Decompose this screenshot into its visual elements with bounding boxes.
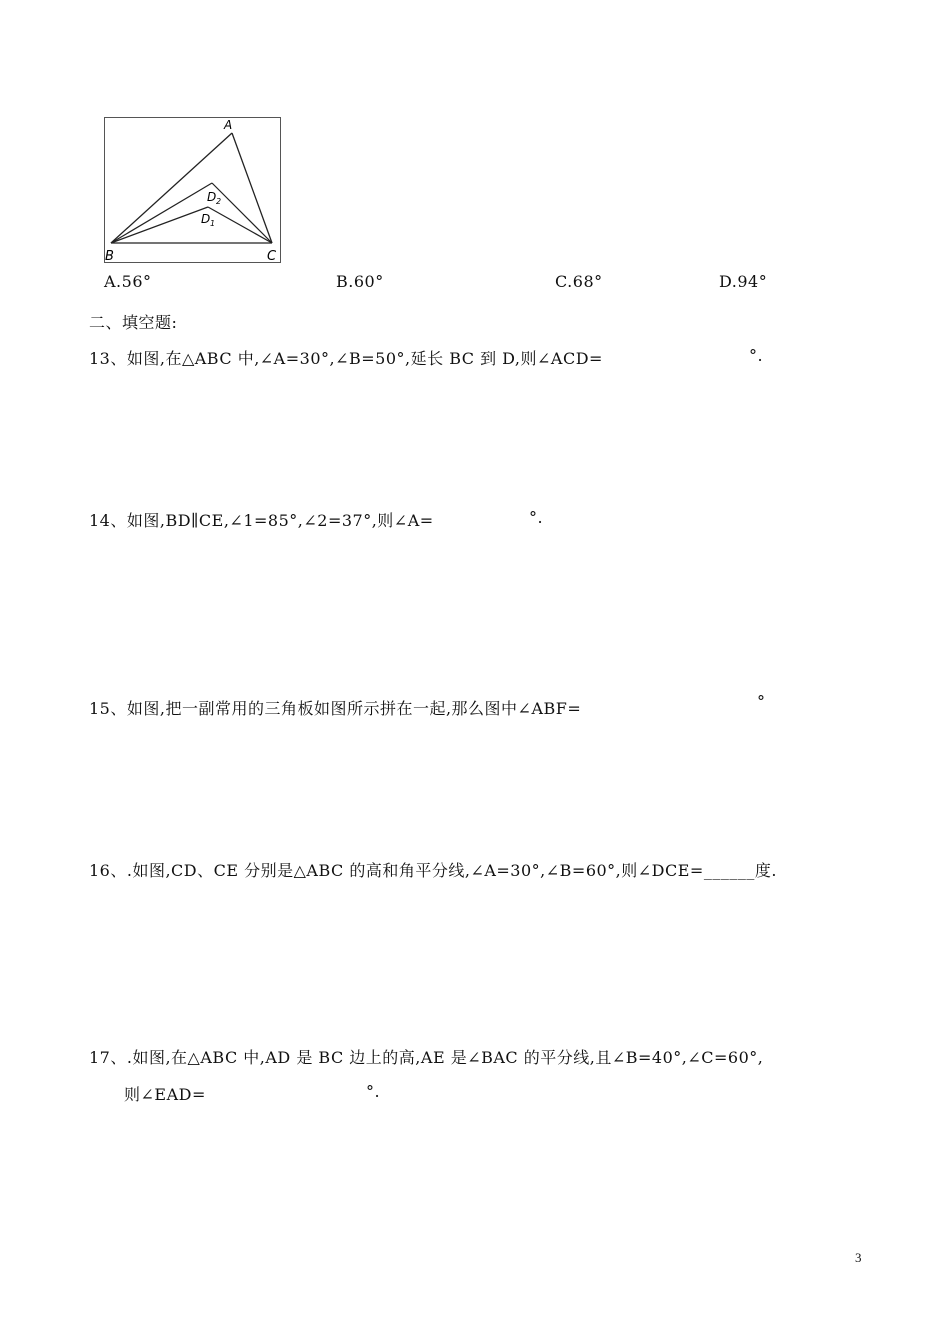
- label-C: C: [267, 249, 277, 263]
- label-D1: D: [201, 212, 211, 226]
- choice-a: A.56°: [104, 272, 152, 291]
- label-D1-sub: 1: [210, 219, 216, 228]
- triangle-figure: [104, 117, 281, 263]
- choice-b: B.60°: [336, 272, 384, 291]
- question-14-tail: °.: [529, 508, 544, 527]
- question-15-tail: °: [757, 692, 766, 711]
- question-14: 14、如图,BD∥CE,∠1=85°,∠2=37°,则∠A=: [89, 511, 434, 530]
- question-15: 15、如图,把一副常用的三角板如图所示拼在一起,那么图中∠ABF=: [89, 699, 582, 718]
- label-D2-sub: 2: [216, 197, 222, 206]
- choice-d: D.94°: [719, 272, 768, 291]
- question-13-tail: °.: [749, 346, 764, 365]
- segment-AC: [232, 133, 272, 243]
- question-13: 13、如图,在△ABC 中,∠A=30°,∠B=50°,延长 BC 到 D,则∠ACD=: [89, 349, 603, 368]
- choice-c: C.68°: [555, 272, 603, 291]
- label-D2: D: [207, 190, 217, 204]
- label-A: A: [224, 118, 233, 132]
- segment-BD1: [111, 207, 211, 243]
- segment-D2C: [212, 183, 272, 243]
- segment-D1C: [208, 207, 272, 243]
- question-16: 16、.如图,CD、CE 分别是△ABC 的高和角平分线,∠A=30°,∠B=60°,则∠DCE=______度.: [89, 861, 777, 880]
- figure-frame: [105, 118, 281, 263]
- question-17-line2: 则∠EAD=: [124, 1085, 206, 1104]
- question-17: 17、.如图,在△ABC 中,AD 是 BC 边上的高,AE 是∠BAC 的平分线,且∠B=40°,∠C=60°,: [89, 1048, 764, 1067]
- question-17-tail: °.: [366, 1082, 381, 1101]
- label-B: B: [105, 249, 114, 263]
- segment-BD2: [111, 183, 212, 243]
- section-title: 二、填空题:: [89, 313, 178, 332]
- page-number: 3: [855, 1250, 862, 1265]
